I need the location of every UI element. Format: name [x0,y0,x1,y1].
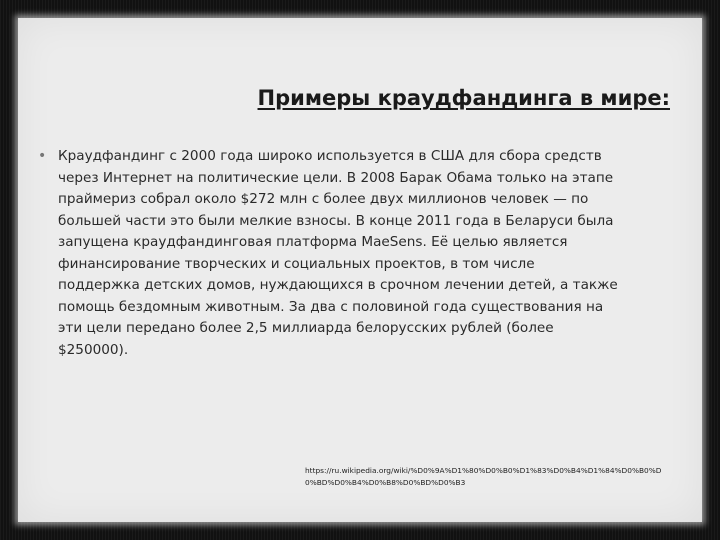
bullet-item [38,146,618,361]
bullet-marker: • [38,148,47,164]
source-link[interactable]: https://ru.wikipedia.org/wiki/%D0%9A%D1%80%D0%B0%D1%83%D0%B4%D1%84%D0%B0%D0%BD%D0%B4%D0%B8%D0%BD%D0%B3 [305,466,662,487]
bullet-text: Краудфандинг с 2000 года широко используется в США для сбора средств через Интернет на политические цели. В 2008 Барак Обама только на этапе праймериз собрал около $272 млн с более двух миллионов человек — по большей части это были мелкие взносы. В конце 2011 года в Беларуси была запущена краудфандинговая платформа MaeSens. Её целью является финансирование творческих и социальных проектов, в том числе поддержка детских домов, нуждающихся в срочном лечении детей, а также помощь бездомным животным. За два с половиной года существования на эти цели передано более 2,5 миллиарда белорусских рублей (более $250000). [58,148,618,358]
slide-content [38,146,618,361]
slide-title: Примеры краудфандинга в мире: [257,86,670,110]
